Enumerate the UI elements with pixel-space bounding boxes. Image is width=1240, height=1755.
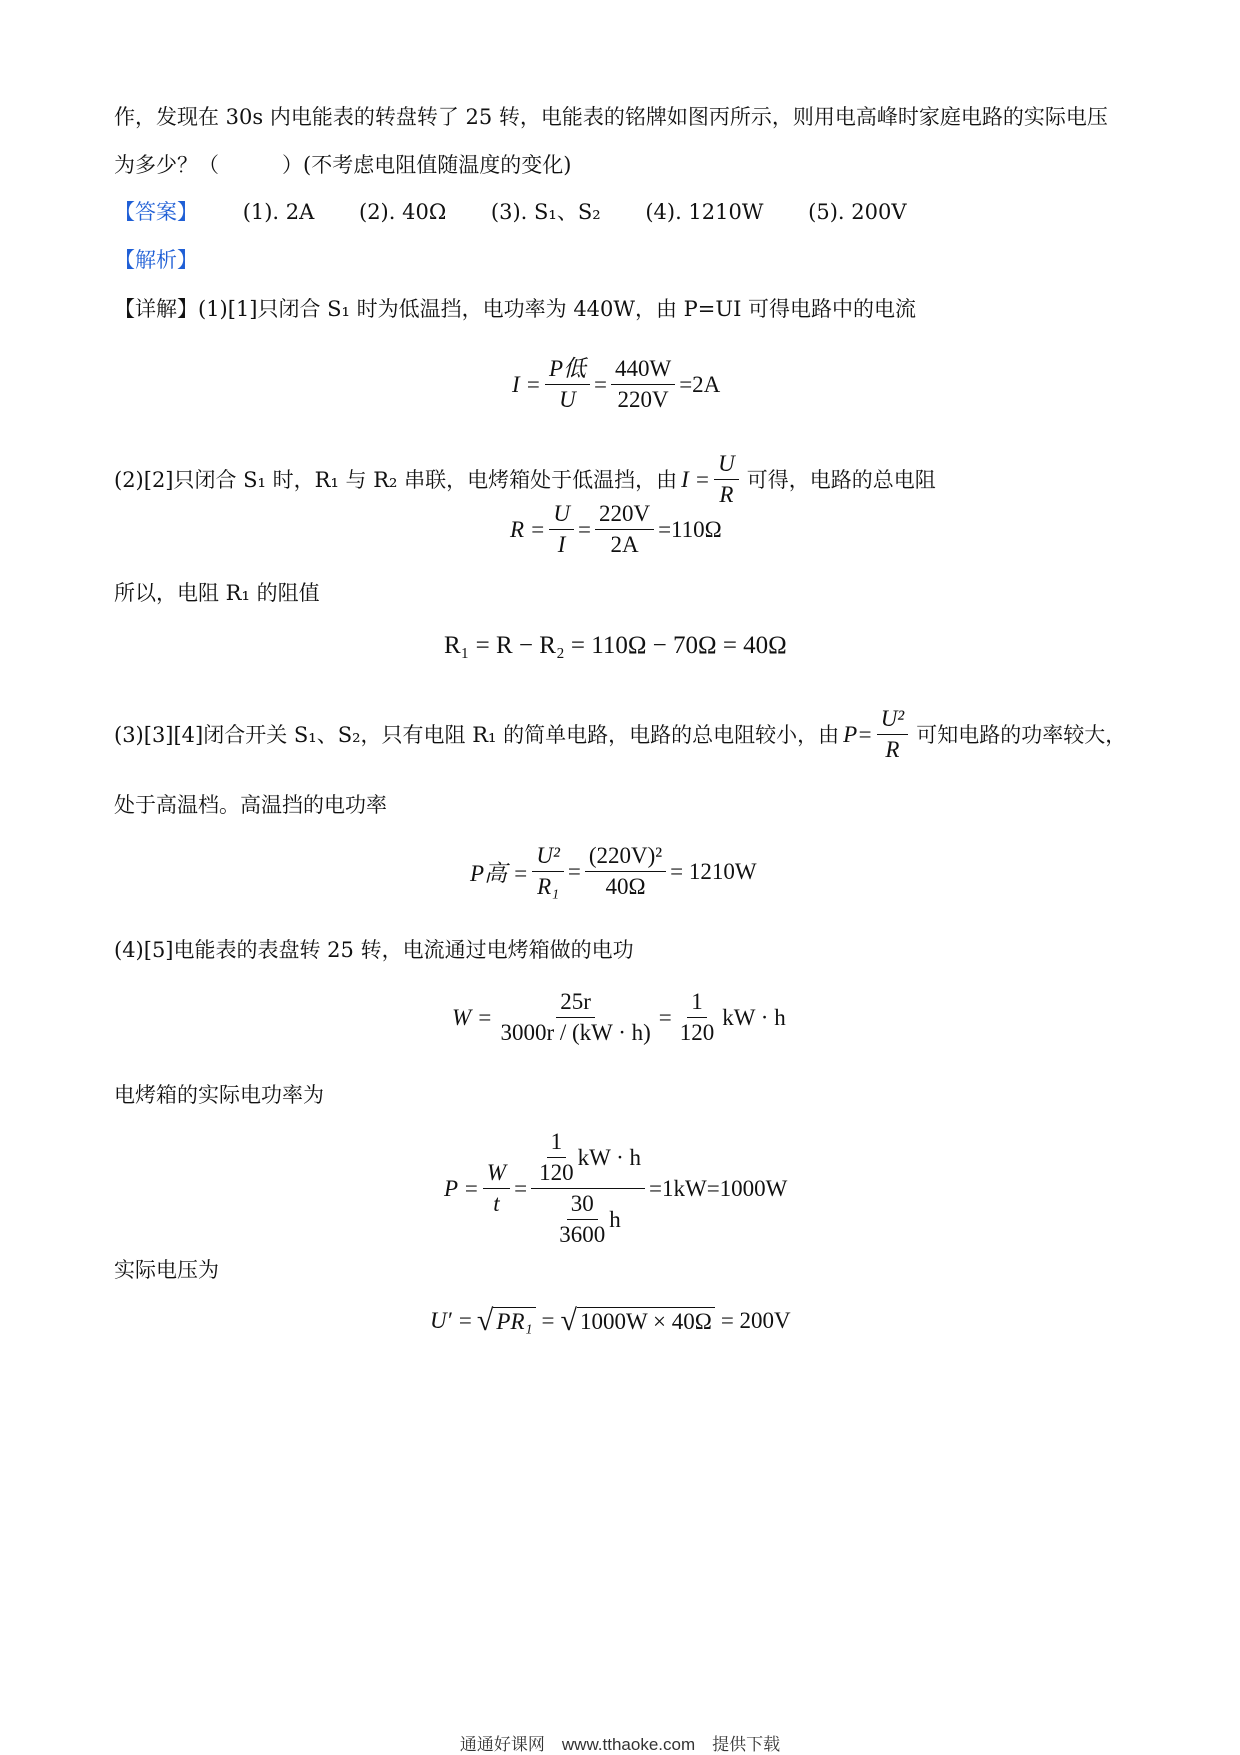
equation-total-resistance: R = $\frac{U}{I}$ = $\frac{220V}{2A}$ =110Ω	[510, 501, 722, 557]
eq7-lhs: U′ =	[430, 1308, 473, 1333]
analysis-tag: 【解析】	[114, 248, 198, 272]
eq5-den: 3000r / (kW · h)	[500, 1020, 651, 1045]
answer-item-3: (3). S₁、S₂	[490, 200, 601, 224]
detail-paragraph-3: 所以，电阻 R₁ 的阻值	[114, 581, 320, 605]
detail-p2a-text: (2)[2]只闭合 S₁ 时，R₁ 与 R₂ 串联，电烤箱处于低温挡，由	[114, 467, 678, 492]
question-line-2: 为多少？（ ）(不考虑电阻值随温度的变化)	[114, 153, 572, 177]
eq4-num: U²	[532, 842, 564, 872]
eq2-fraction-2	[595, 500, 654, 559]
eq1-lhs: I =	[512, 371, 541, 397]
answer-item-4: (4). 1210W	[645, 200, 764, 224]
eq4-den2: 40Ω	[605, 874, 646, 899]
inline-i-den: R	[719, 482, 734, 507]
detail-paragraph-4	[114, 705, 1126, 764]
eq6-bignum-a: 1	[547, 1128, 567, 1158]
eq1-result: =2A	[679, 371, 721, 397]
eq6-den: t	[493, 1191, 500, 1216]
answer-item-2: (2). 40Ω	[359, 200, 447, 224]
eq6-bigden-a: 30	[567, 1190, 598, 1220]
eq5-mid: =	[658, 1004, 672, 1030]
eq4-den: R₁	[537, 874, 560, 899]
eq2-num: U	[549, 500, 574, 530]
eq1-fraction-2	[611, 355, 675, 414]
eq2-result: =110Ω	[658, 516, 722, 542]
eq7-result: = 200V	[720, 1308, 791, 1333]
eq5-lhs: W =	[452, 1004, 493, 1030]
eq7-sqrt-2: √ 1000W × 40Ω	[560, 1306, 714, 1336]
eq4-lhs: P高 =	[470, 861, 529, 886]
eq6-bigden-unit: h	[609, 1206, 621, 1232]
question-line-1: 作，发现在 30s 内电能表的转盘转了 25 转，电能表的铭牌如图丙所示，则用电高峰时家庭电路的实际电压	[114, 105, 1108, 129]
eq6-big-fraction	[531, 1128, 645, 1249]
eq6-bigden-b: 3600	[559, 1222, 606, 1247]
answer-item-5: (5). 200V	[808, 200, 907, 224]
detail-paragraph-6: (4)[5]电能表的表盘转 25 转，电流通过电烤箱做的电功	[114, 938, 634, 962]
inline-i-lhs: I =	[681, 466, 711, 492]
eq1-num2: 440W	[611, 355, 675, 385]
detail-p1-text: (1)[1]只闭合 S₁ 时为低温挡，电功率为 440W，由 P=UI 可得电路中的电流	[198, 297, 917, 321]
eq6-result: =1kW=1000W	[649, 1175, 788, 1201]
inline-p-fraction	[877, 705, 909, 764]
eq7-sqrt-1: √ PR₁	[477, 1306, 536, 1336]
detail-paragraph-8: 实际电压为	[114, 1258, 219, 1282]
eq6-small-fraction-1	[535, 1128, 578, 1187]
equation-current: I = $\frac{\text{P低}}{U}$ = $\frac{440W}{220V}$ =2A	[512, 356, 721, 412]
detail-p2b-text: 可得，电路的总电阻	[746, 467, 936, 492]
page-footer: 通通好课网 www.tthaoke.com 提供下载	[459, 1735, 781, 1754]
eq5-unit: kW · h	[722, 1004, 786, 1030]
eq5-den2: 120	[679, 1020, 715, 1045]
eq4-fraction-2	[585, 842, 666, 901]
eq6-bignum-b: 120	[539, 1160, 574, 1185]
inline-power-formula	[843, 705, 912, 764]
eq7-mid: =	[541, 1308, 555, 1333]
inline-i-num: U	[714, 450, 739, 480]
equation-actual-power: P = $\frac{W}{t}$ = $\frac{1}{120}$ kW · h $\frac{30}{3600}$ h =1kW=1000W	[444, 1129, 788, 1247]
eq7-root1: PR₁	[493, 1307, 535, 1336]
answer-tag: 【答案】	[114, 200, 198, 224]
eq6-small-fraction-2	[555, 1190, 609, 1249]
eq5-fraction-1	[496, 988, 654, 1047]
equation-actual-voltage	[430, 1306, 791, 1336]
detail-tag: 【详解】	[114, 297, 198, 321]
eq5-num: 25r	[556, 988, 595, 1018]
detail-paragraph-7: 电烤箱的实际电功率为	[114, 1083, 324, 1107]
eq2-num2: 220V	[595, 500, 654, 530]
inline-p-lhs: P=	[843, 721, 873, 747]
eq2-den2: 2A	[610, 532, 639, 557]
eq6-fraction-1	[483, 1159, 510, 1218]
equation-r1: R₁ = R − R₂ = 110Ω − 70Ω = 40Ω	[444, 632, 787, 659]
eq4-fraction-1	[532, 842, 564, 901]
eq7-root2: 1000W × 40Ω	[577, 1307, 715, 1336]
detail-p4a-text: (3)[3][4]闭合开关 S₁、S₂，只有电阻 R₁ 的简单电路，电路的总电阻较小，由	[114, 722, 840, 747]
answer-item-1: (1). 2A	[242, 200, 315, 224]
eq1-den2: 220V	[617, 387, 669, 412]
eq2-fraction-1	[549, 500, 574, 559]
equation-high-power: P高 = $\frac{\text{U²}}{\text{R₁}}$ = $\frac{\text{(220V)²}}{40\Omega}$ = 1210W	[470, 843, 757, 899]
eq6-bignum-unit: kW · h	[577, 1144, 642, 1170]
eq5-fraction-2	[676, 988, 719, 1047]
eq6-num: W	[483, 1159, 510, 1189]
eq1-den: U	[559, 387, 576, 412]
eq2-den: I	[557, 532, 566, 557]
detail-paragraph-5: 处于高温档。高温挡的电功率	[114, 793, 387, 817]
inline-p-den: R	[885, 737, 900, 762]
eq6-big-den	[551, 1189, 625, 1249]
eq6-lhs: P =	[444, 1175, 479, 1201]
detail-paragraph-1	[114, 294, 916, 324]
eq1-fraction-1	[545, 355, 590, 414]
equation-work	[452, 988, 786, 1047]
eq2-lhs: R =	[510, 516, 546, 542]
answer-line	[114, 197, 907, 227]
eq4-num2: (220V)²	[585, 842, 666, 872]
eq1-num: P低	[545, 355, 590, 385]
eq6-big-num	[531, 1128, 645, 1189]
inline-p-num: U²	[877, 705, 909, 735]
eq5-num2: 1	[687, 988, 707, 1018]
detail-p4b-text: 可知电路的功率较大，	[916, 722, 1127, 747]
eq4-result: = 1210W	[670, 858, 757, 884]
